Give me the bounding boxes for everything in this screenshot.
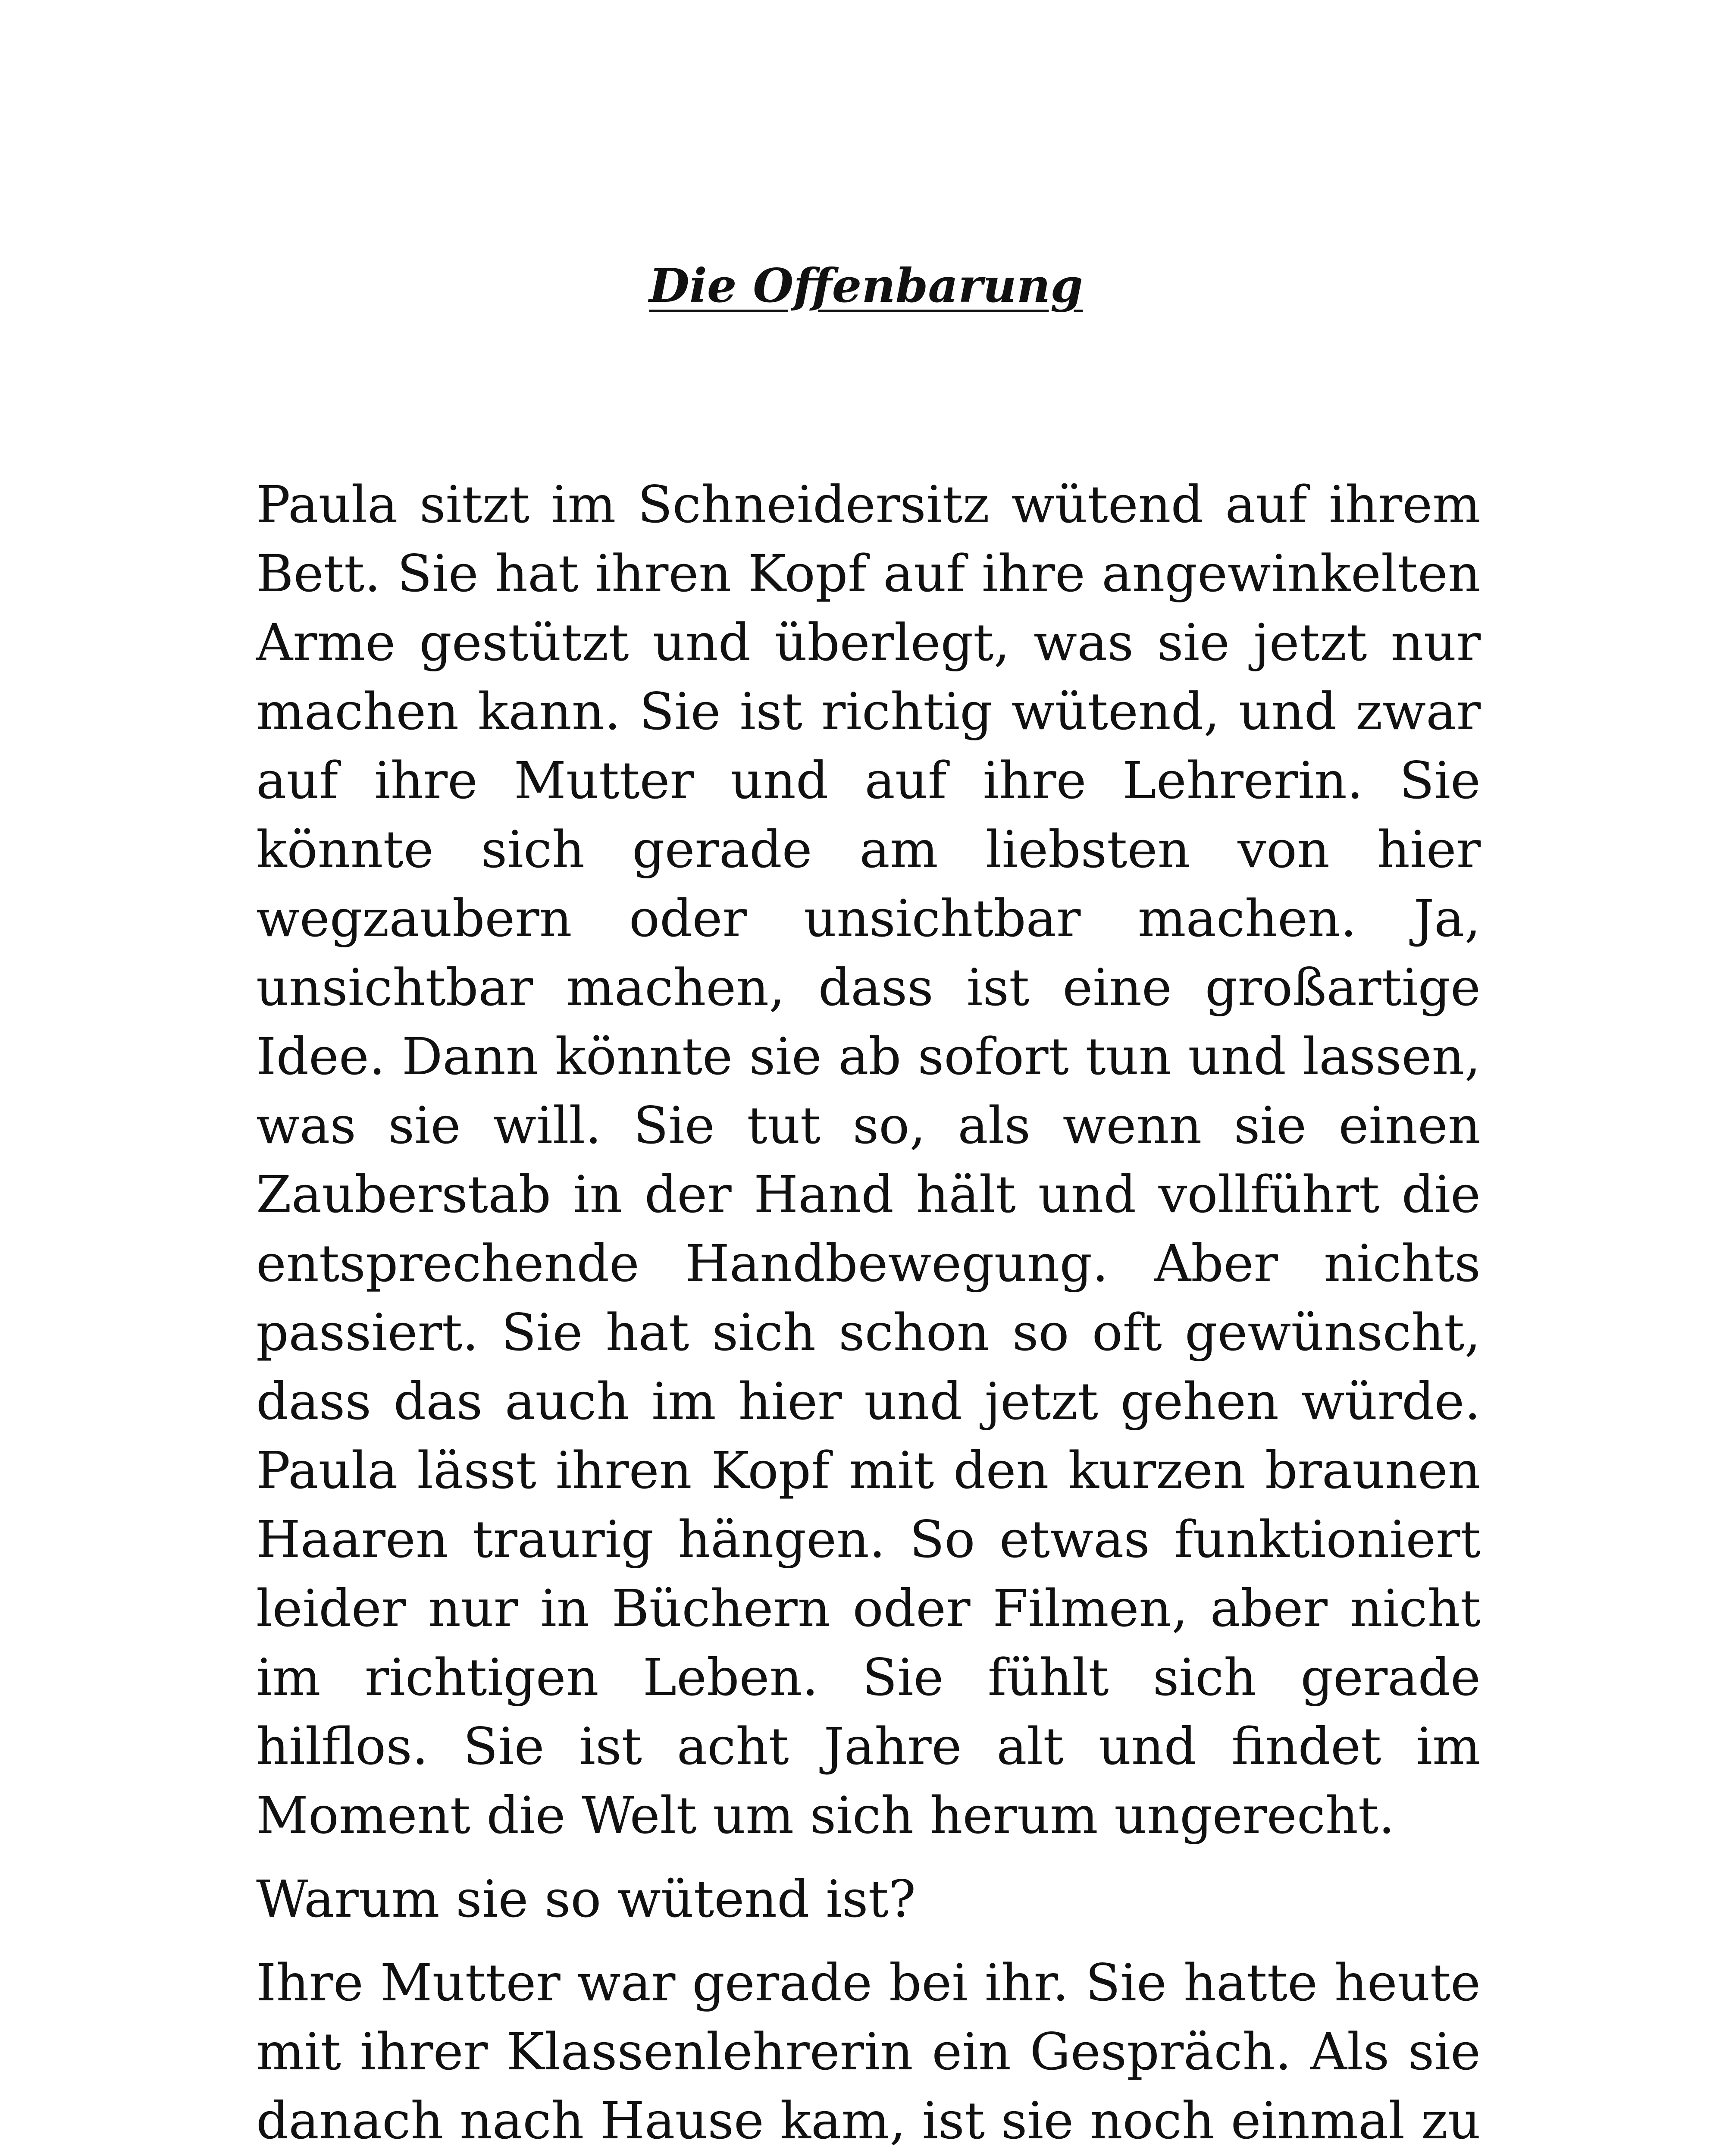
paragraph-1: Paula sitzt im Schneidersitz wütend auf ihrem Bett. Sie hat ihren Kopf auf ihre angewinkelten Arme gestützt und überlegt, was sie jetzt nur machen kann. Sie ist richtig wütend, und zwar auf ihre Mutter und auf ihre Lehrerin. Sie könnte sich gerade am liebsten von hier wegzaubern oder unsichtbar machen. Ja, unsichtbar machen, dass ist eine großartige Idee. Dann könnte sie ab sofort tun und lassen, was sie will. Sie tut so, als wenn sie einen Zauberstab in der Hand hält und vollführt die entsprechende Handbewegung. Aber nichts passiert. Sie hat sich schon so oft gewünscht, dass das auch im hier und jetzt gehen würde. Paula lässt ihren Kopf mit den kurzen braunen Haaren traurig hängen. So etwas funktioniert leider nur in Büchern oder Filmen, aber nicht im richtigen Leben. Sie fühlt sich gerade hilflos. Sie ist acht Jahre alt und findet im Moment die Welt um sich herum ungerecht. — [256, 475, 1481, 1845]
page-body — [256, 470, 1481, 2156]
chapter-title: Die Offenbarung — [649, 259, 1083, 313]
paragraph-2: Warum sie so wütend ist? — [256, 1869, 916, 1929]
paragraph-3: Ihre Mutter war gerade bei ihr. Sie hatte heute mit ihrer Klassenlehrerin ein Gespräch. Als sie danach nach Hause kam, ist sie noch einmal zu — [256, 1953, 1481, 2150]
